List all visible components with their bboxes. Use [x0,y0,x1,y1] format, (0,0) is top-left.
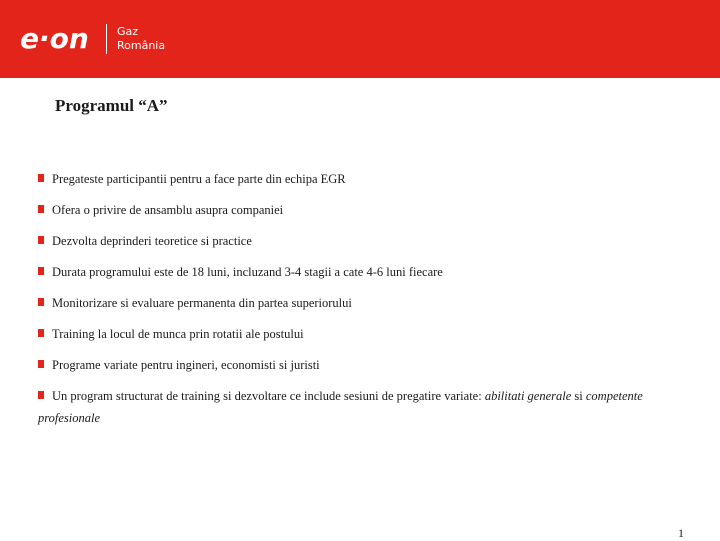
bullet-text-italic-professional: competente profesionale [38,389,643,425]
bullet-text-middle: si [571,389,586,403]
list-item [38,199,648,230]
bullet-text: Training la locul de munca prin rotatii ale postului [52,327,304,341]
eon-logo: e·on [20,22,89,55]
list-item [38,292,648,323]
bullet-text: Ofera o privire de ansamblu asupra companiei [52,203,284,217]
bullet-text-start: Un program structurat de training si dezvoltare ce include sesiuni de pregatire variate: [52,389,485,403]
bullet-text: Programe variate pentru ingineri, economisti si juristi [52,358,320,372]
square-bullet-icon [38,174,44,182]
bullet-text: Monitorizare si evaluare permanenta din partea superiorului [52,296,352,310]
square-bullet-icon [38,267,44,275]
square-bullet-icon [38,298,44,306]
list-item [38,168,648,199]
list-item [38,230,648,261]
logo-subtitle [117,25,165,53]
square-bullet-icon [38,205,44,213]
square-bullet-icon [38,391,44,399]
list-item [38,354,648,385]
logo-line-romania: România [117,39,166,52]
page-number: 1 [678,526,684,540]
bullet-text: Pregateste participantii pentru a face parte din echipa EGR [52,172,346,186]
logo-line-gaz: Gaz [117,25,139,38]
header-bar [0,0,720,78]
list-item [38,261,648,292]
list-item [38,385,648,429]
bullet-text: Durata programului este de 18 luni, incluzand 3-4 stagii a cate 4-6 luni fiecare [52,265,443,279]
bullet-text: Dezvolta deprinderi teoretice si practice [52,234,252,248]
bullet-text-italic-general: abilitati generale [484,389,572,403]
square-bullet-icon [38,236,44,244]
page-title: Programul “A” [55,96,168,115]
square-bullet-icon [38,329,44,337]
square-bullet-icon [38,360,44,368]
bullet-list [38,168,648,429]
logo-divider [106,24,107,54]
list-item [38,323,648,354]
